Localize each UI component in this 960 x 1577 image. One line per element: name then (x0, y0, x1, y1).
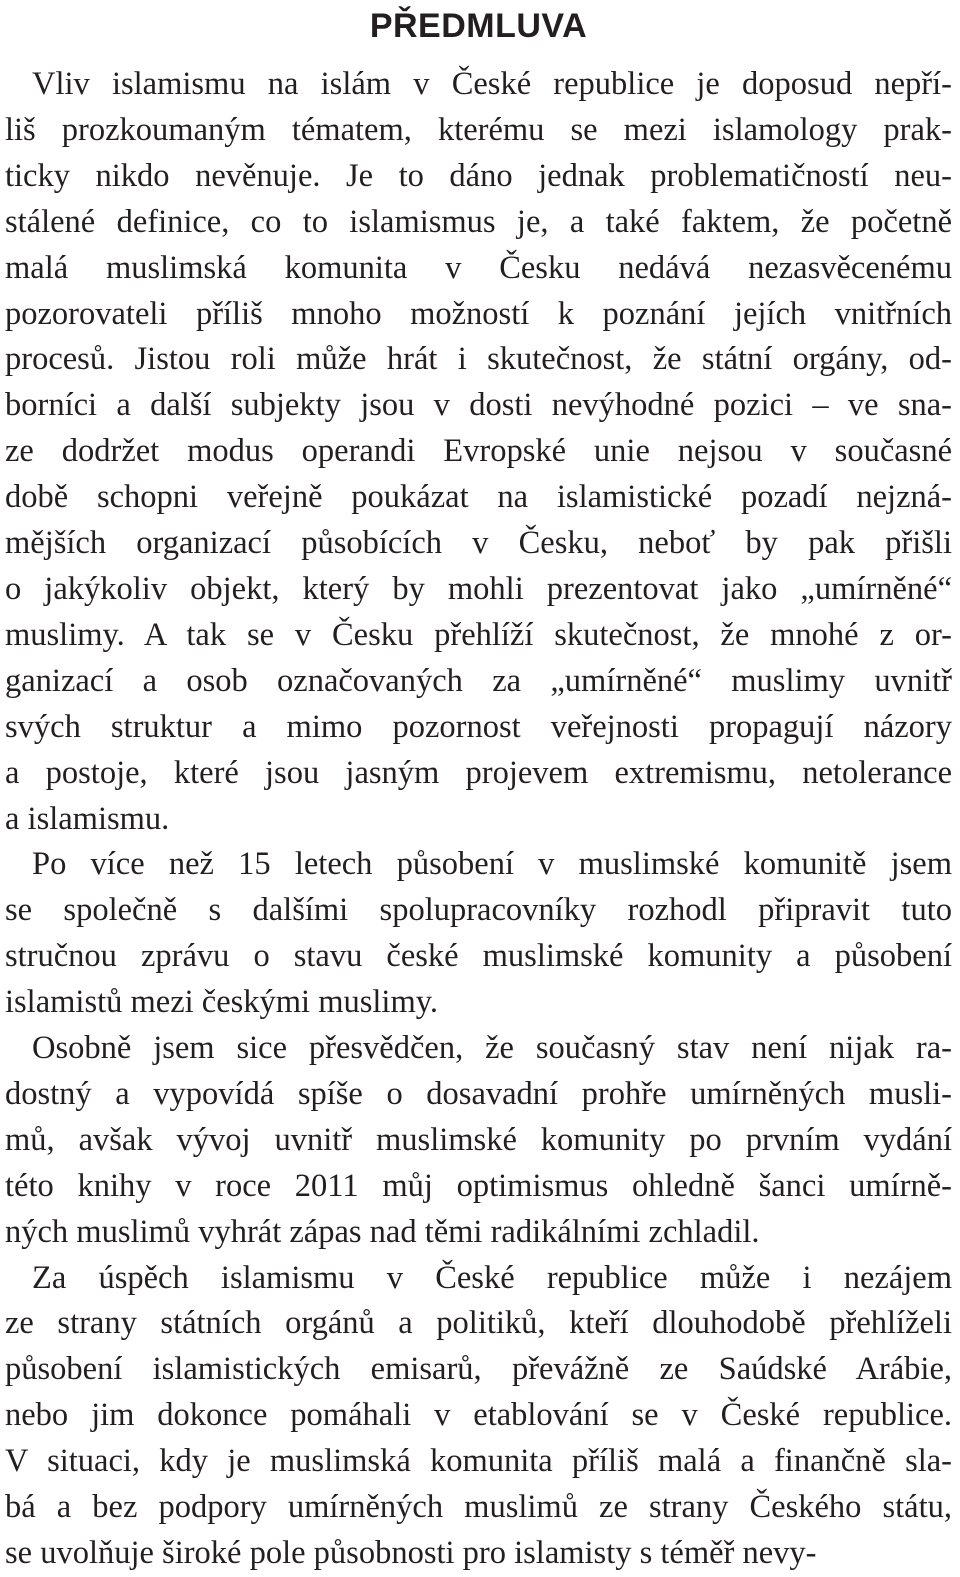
text-line: mů, avšak vývoj uvnitř muslimské komunity po prvním vydání (5, 1121, 952, 1158)
text-line: působení islamistických emisarů, převážně ze Saúdské Arábie, (5, 1351, 952, 1388)
text-line: svých struktur a mimo pozornost veřejnosti propagují názory (5, 708, 952, 745)
text-line: malá muslimská komunita v Česku nedává nezasvěcenému (5, 249, 952, 286)
text-line: době schopni veřejně poukázat na islamistické pozadí nejzná- (5, 479, 952, 516)
text-line: Po více než 15 letech působení v muslimské komunitě jsem (32, 846, 952, 883)
document-body (5, 62, 952, 1577)
text-line: se uvolňuje široké pole působnosti pro islamisty s téměř nevy- (5, 1535, 817, 1571)
text-line: ze strany státních orgánů a politiků, kteří dlouhodobě přehlíželi (5, 1305, 952, 1342)
text-line: o jakýkoliv objekt, který by mohli prezentovat jako „umírněné“ (5, 570, 952, 607)
text-line: liš prozkoumaným tématem, kterému se mezi islamology prak- (5, 111, 952, 148)
paragraph (5, 842, 952, 1026)
text-line: nebo jim dokonce pomáhali v etablování se v České republice. (5, 1397, 952, 1434)
text-line: islamistů mezi českými muslimy. (5, 984, 438, 1021)
paragraph (5, 62, 952, 842)
text-line: borníci a další subjekty jsou v dosti nevýhodné pozici – ve sna- (5, 387, 952, 424)
paragraph (5, 1026, 952, 1256)
text-line: dostný a vypovídá spíše o dosavadní prohře umírněných musli- (5, 1075, 952, 1112)
text-line: stálené definice, co to islamismus je, a také faktem, že početně (5, 203, 952, 240)
text-line: V situaci, kdy je muslimská komunita příliš malá a finančně sla- (5, 1443, 952, 1480)
text-line: pozorovateli příliš mnoho možností k poznání jejích vnitřních (5, 295, 952, 332)
text-line: muslimy. A tak se v Česku přehlíží skutečnost, že mnohé z or- (5, 616, 952, 653)
text-line: Osobně jsem sice přesvědčen, že současný stav není nijak ra- (32, 1030, 952, 1067)
text-line: ze dodržet modus operandi Evropské unie nejsou v současné (5, 433, 952, 470)
text-line: stručnou zprávu o stavu české muslimské komunity a působení (5, 938, 952, 975)
text-line: Vliv islamismu na islám v České republice je doposud nepří- (32, 66, 952, 102)
text-line: a islamismu. (5, 800, 170, 837)
text-line: se společně s dalšími spolupracovníky rozhodl připravit tuto (5, 892, 952, 929)
text-line: procesů. Jistou roli může hrát i skutečnost, že státní orgány, od- (5, 341, 952, 378)
text-line: ganizací a osob označovaných za „umírněné“ muslimy uvnitř (5, 662, 952, 699)
text-line: bá a bez podpory umírněných muslimů ze strany Českého státu, (5, 1489, 952, 1526)
text-line: mějších organizací působících v Česku, neboť by pak přišli (5, 525, 952, 562)
text-line: ticky nikdo nevěnuje. Je to dáno jednak problematičností neu- (5, 157, 952, 194)
text-line: Za úspěch islamismu v České republice může i nezájem (32, 1259, 952, 1296)
page-heading: PŘEDMLUVA (369, 7, 588, 45)
text-line: této knihy v roce 2011 můj optimismus ohledně šanci umírně- (5, 1167, 952, 1204)
paragraph (5, 1256, 952, 1577)
text-line: ných muslimů vyhrát zápas nad těmi radikálními zchladil. (5, 1213, 760, 1250)
text-line: a postoje, které jsou jasným projevem extremismu, netolerance (5, 754, 952, 791)
